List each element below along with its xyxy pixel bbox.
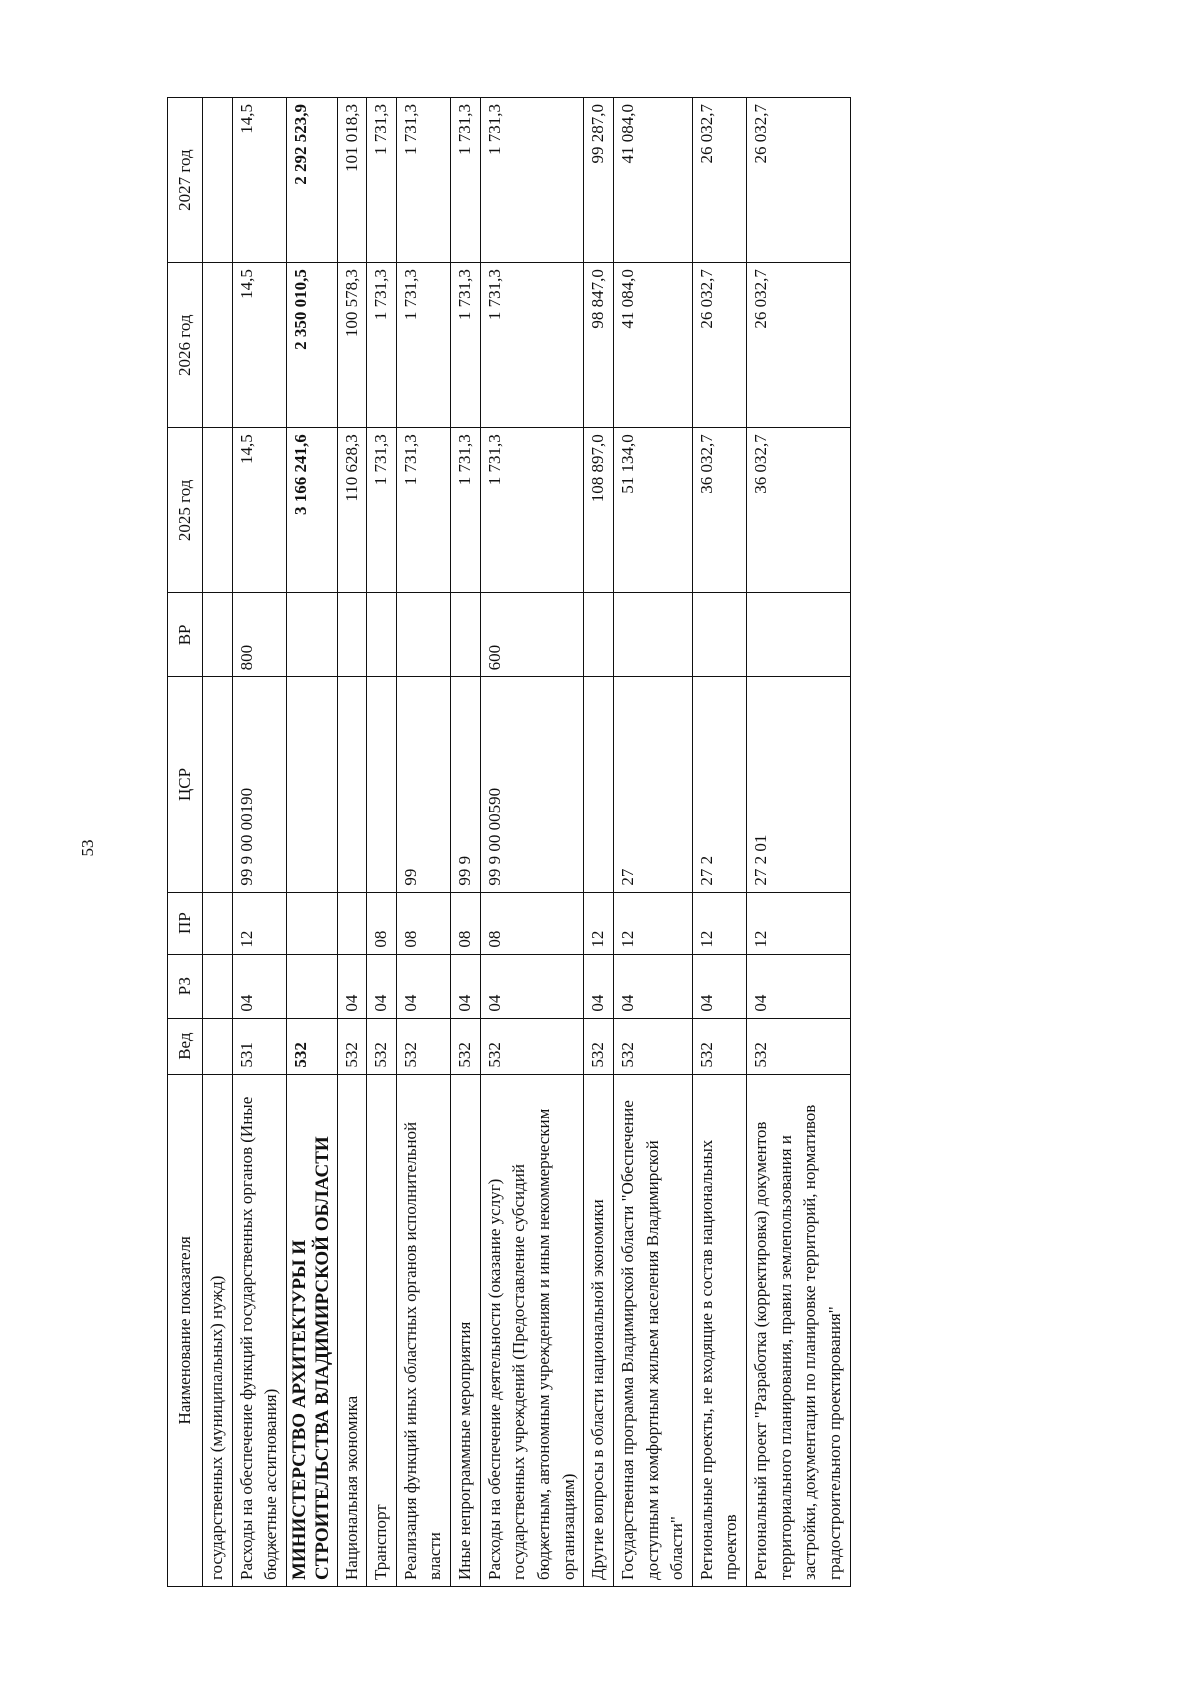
- cell-2027: 1 731,3: [451, 98, 481, 263]
- cell-name: Региональный проект "Разработка (корректировка) документов территориального планирования, правил землепользования и застройки, документации по планировке территорий, нормативов градостроительного проектирования": [747, 1074, 851, 1586]
- cell-2025: 1 731,3: [367, 428, 397, 593]
- cell-vr: [367, 593, 397, 677]
- cell-name: Государственная программа Владимирской области "Обеспечение доступным и комфортным жильем населения Владимирской области": [613, 1074, 692, 1586]
- cell-2027: 99 287,0: [584, 98, 614, 263]
- cell-2025: 14,5: [232, 428, 286, 593]
- table-row: [692, 98, 746, 1587]
- cell-csr: 27: [613, 677, 692, 892]
- cell-rz: 04: [480, 954, 584, 1018]
- table-row: [480, 98, 584, 1587]
- cell-vr: [584, 593, 614, 677]
- table-row: [203, 98, 233, 1587]
- cell-pr: 08: [367, 892, 397, 954]
- cell-name: Расходы на обеспечение функций государственных органов (Иные бюджетные ассигнования): [232, 1074, 286, 1586]
- cell-2027: [203, 98, 233, 263]
- header-name: Наименование показателя: [168, 1074, 203, 1586]
- cell-pr: 12: [584, 892, 614, 954]
- cell-2026: 1 731,3: [367, 263, 397, 428]
- header-2025: 2025 год: [168, 428, 203, 593]
- cell-csr: 27 2: [692, 677, 746, 892]
- cell-ved: [203, 1018, 233, 1074]
- cell-vr: [337, 593, 367, 677]
- cell-2027: 2 292 523,9: [286, 98, 337, 263]
- table-row: [232, 98, 286, 1587]
- header-csr: ЦСР: [168, 677, 203, 892]
- cell-ved: 532: [584, 1018, 614, 1074]
- cell-csr: 99: [396, 677, 450, 892]
- cell-rz: 04: [613, 954, 692, 1018]
- cell-2026: 26 032,7: [692, 263, 746, 428]
- cell-csr: 99 9: [451, 677, 481, 892]
- cell-2027: 26 032,7: [692, 98, 746, 263]
- cell-name: Транспорт: [367, 1074, 397, 1586]
- cell-2027: 41 084,0: [613, 98, 692, 263]
- table-row: [396, 98, 450, 1587]
- cell-2026: 100 578,3: [337, 263, 367, 428]
- cell-rz: 04: [337, 954, 367, 1018]
- cell-2025: 110 628,3: [337, 428, 367, 593]
- header-2027: 2027 год: [168, 98, 203, 263]
- cell-name: Иные непрограммные мероприятия: [451, 1074, 481, 1586]
- cell-pr: 08: [451, 892, 481, 954]
- cell-2025: 3 166 241,6: [286, 428, 337, 593]
- cell-name: Реализация функций иных областных органов исполнительной власти: [396, 1074, 450, 1586]
- cell-ved: 532: [613, 1018, 692, 1074]
- cell-2027: 14,5: [232, 98, 286, 263]
- cell-name: государственных (муниципальных) нужд): [203, 1074, 233, 1586]
- cell-csr: [367, 677, 397, 892]
- cell-2026: 1 731,3: [396, 263, 450, 428]
- cell-vr: 600: [480, 593, 584, 677]
- cell-2026: 2 350 010,5: [286, 263, 337, 428]
- cell-ved: 532: [396, 1018, 450, 1074]
- header-pr: ПР: [168, 892, 203, 954]
- cell-csr: [584, 677, 614, 892]
- cell-2025: 1 731,3: [396, 428, 450, 593]
- cell-ved: 531: [232, 1018, 286, 1074]
- cell-pr: 08: [396, 892, 450, 954]
- header-2026: 2026 год: [168, 263, 203, 428]
- table-row-ministry: [286, 98, 337, 1587]
- cell-ved: 532: [480, 1018, 584, 1074]
- cell-ved: 532: [747, 1018, 851, 1074]
- table-row: [613, 98, 692, 1587]
- cell-name: Национальная экономика: [337, 1074, 367, 1586]
- cell-rz: 04: [747, 954, 851, 1018]
- cell-2027: 101 018,3: [337, 98, 367, 263]
- cell-pr: [203, 892, 233, 954]
- cell-vr: [203, 593, 233, 677]
- cell-vr: [451, 593, 481, 677]
- header-vr: ВР: [168, 593, 203, 677]
- cell-2026: 14,5: [232, 263, 286, 428]
- header-rz: РЗ: [168, 954, 203, 1018]
- cell-2027: 1 731,3: [480, 98, 584, 263]
- cell-pr: [286, 892, 337, 954]
- cell-name: Другие вопросы в области национальной экономики: [584, 1074, 614, 1586]
- table-row: [747, 98, 851, 1587]
- cell-pr: 08: [480, 892, 584, 954]
- cell-rz: 04: [367, 954, 397, 1018]
- cell-pr: 12: [232, 892, 286, 954]
- cell-name: Региональные проекты, не входящие в состав национальных проектов: [692, 1074, 746, 1586]
- cell-2026: 98 847,0: [584, 263, 614, 428]
- cell-csr: [286, 677, 337, 892]
- cell-rz: [286, 954, 337, 1018]
- cell-2026: 1 731,3: [480, 263, 584, 428]
- cell-vr: [286, 593, 337, 677]
- cell-rz: 04: [232, 954, 286, 1018]
- table-header-row: [168, 98, 203, 1587]
- cell-vr: [747, 593, 851, 677]
- cell-2027: 1 731,3: [396, 98, 450, 263]
- cell-rz: 04: [692, 954, 746, 1018]
- page-number: 53: [78, 839, 97, 857]
- header-ved: Вед: [168, 1018, 203, 1074]
- cell-vr: [692, 593, 746, 677]
- cell-csr: [337, 677, 367, 892]
- cell-2025: [203, 428, 233, 593]
- cell-2027: 26 032,7: [747, 98, 851, 263]
- cell-name: Расходы на обеспечение деятельности (оказание услуг) государственных учреждений (Предоставление субсидий бюджетным, автономным учреждениям и иным некоммерческим организациям): [480, 1074, 584, 1586]
- cell-2025: 108 897,0: [584, 428, 614, 593]
- cell-pr: 12: [747, 892, 851, 954]
- cell-csr: 27 2 01: [747, 677, 851, 892]
- table-row: [584, 98, 614, 1587]
- table-row: [451, 98, 481, 1587]
- cell-csr: 99 9 00 00190: [232, 677, 286, 892]
- cell-2025: 36 032,7: [747, 428, 851, 593]
- table-container: [167, 97, 887, 1587]
- cell-rz: 04: [451, 954, 481, 1018]
- cell-name: МИНИСТЕРСТВО АРХИТЕКТУРЫ И СТРОИТЕЛЬСТВА ВЛАДИМИРСКОЙ ОБЛАСТИ: [286, 1074, 337, 1586]
- cell-csr: [203, 677, 233, 892]
- cell-2026: 41 084,0: [613, 263, 692, 428]
- cell-2026: 1 731,3: [451, 263, 481, 428]
- cell-vr: 800: [232, 593, 286, 677]
- cell-vr: [613, 593, 692, 677]
- table-row: [367, 98, 397, 1587]
- cell-ved: 532: [337, 1018, 367, 1074]
- cell-ved: 532: [286, 1018, 337, 1074]
- cell-ved: 532: [692, 1018, 746, 1074]
- cell-2027: 1 731,3: [367, 98, 397, 263]
- cell-rz: [203, 954, 233, 1018]
- cell-2026: 26 032,7: [747, 263, 851, 428]
- cell-2025: 51 134,0: [613, 428, 692, 593]
- budget-table: [167, 97, 851, 1587]
- cell-rz: 04: [584, 954, 614, 1018]
- table-row: [337, 98, 367, 1587]
- cell-pr: [337, 892, 367, 954]
- cell-vr: [396, 593, 450, 677]
- cell-2025: 1 731,3: [480, 428, 584, 593]
- cell-ved: 532: [451, 1018, 481, 1074]
- cell-2026: [203, 263, 233, 428]
- cell-rz: 04: [396, 954, 450, 1018]
- cell-pr: 12: [613, 892, 692, 954]
- cell-2025: 1 731,3: [451, 428, 481, 593]
- cell-ved: 532: [367, 1018, 397, 1074]
- cell-pr: 12: [692, 892, 746, 954]
- cell-csr: 99 9 00 00590: [480, 677, 584, 892]
- cell-2025: 36 032,7: [692, 428, 746, 593]
